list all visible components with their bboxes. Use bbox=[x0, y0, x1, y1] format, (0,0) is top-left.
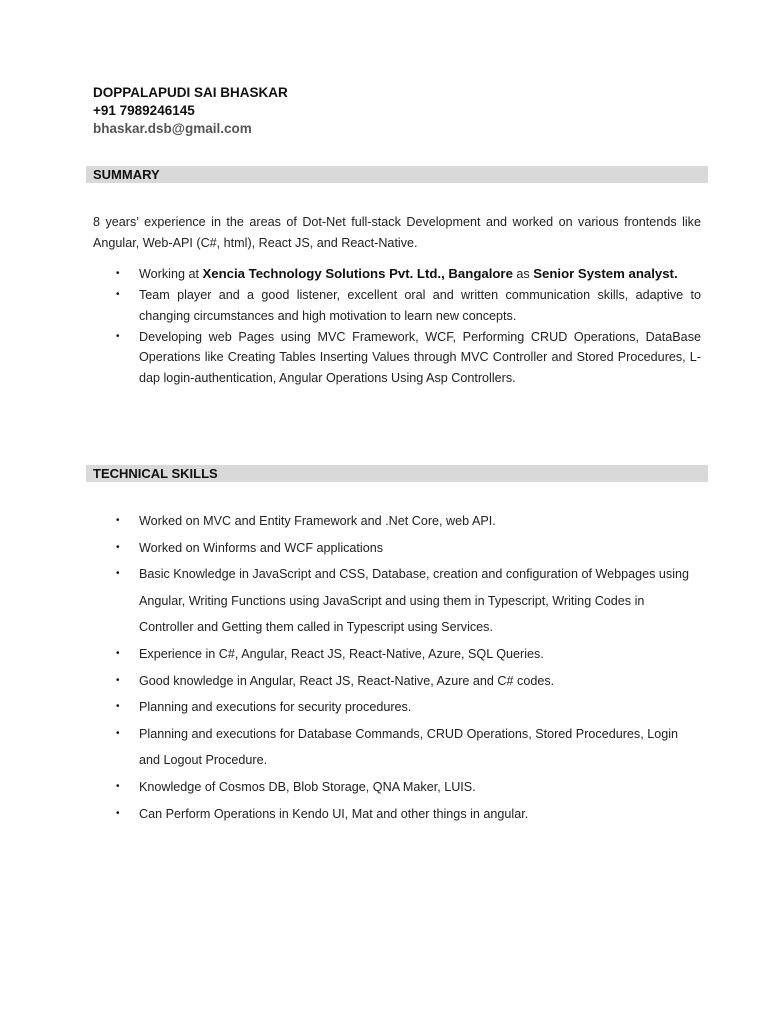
summary-item bbox=[93, 285, 701, 326]
skill-item bbox=[93, 561, 701, 641]
technical-skills-list bbox=[93, 508, 701, 827]
skill-item-text: Planning and executions for Database Commands, CRUD Operations, Stored Procedures, Login and Logout Procedure. bbox=[139, 726, 679, 768]
job-title: Senior System analyst. bbox=[533, 266, 678, 281]
summary-section-header bbox=[86, 166, 708, 183]
skill-item bbox=[93, 668, 701, 695]
bullet-icon: • bbox=[116, 780, 120, 792]
summary-paragraph: 8 years’ experience in the areas of Dot-Net full-stack Development and worked on various frontends like Angular, Web-API (C#, html), React JS, and React-Native. bbox=[93, 215, 701, 250]
summary-item bbox=[93, 327, 701, 389]
bullet-icon: • bbox=[116, 268, 120, 279]
skill-item bbox=[93, 801, 701, 828]
summary-list bbox=[93, 264, 701, 389]
employment-middle: as bbox=[512, 267, 534, 281]
phone-number: +91 7989246145 bbox=[93, 103, 195, 118]
skill-item bbox=[93, 641, 701, 668]
summary-item-text: Developing web Pages using MVC Framework, WCF, Performing CRUD Operations, DataBase Operations like Creating Tables Inserting Values through MVC Controller and Stored Procedures, L-dap login-authentication, Angular Operations Using Asp Controllers. bbox=[139, 329, 701, 385]
skill-item bbox=[93, 774, 701, 801]
contact-header bbox=[93, 84, 288, 138]
technical-skills-heading: TECHNICAL SKILLS bbox=[93, 466, 218, 481]
summary-item-employment bbox=[93, 264, 701, 285]
company-name: Xencia Technology Solutions Pvt. Ltd., Bangalore bbox=[202, 266, 513, 281]
skill-item-text: Worked on MVC and Entity Framework and .Net Core, web API. bbox=[139, 514, 496, 528]
skill-item bbox=[93, 508, 701, 535]
candidate-name: DOPPALAPUDI SAI BHASKAR bbox=[93, 85, 288, 100]
skill-item-text: Can Perform Operations in Kendo UI, Mat and other things in angular. bbox=[139, 806, 529, 821]
bullet-icon: • bbox=[116, 330, 120, 342]
employment-prefix: Working at bbox=[139, 267, 203, 281]
bullet-icon: • bbox=[116, 568, 120, 580]
summary-item-text: Team player and a good listener, excellent oral and written communication skills, adaptive to changing circumstances and high motivation to learn new concepts. bbox=[139, 288, 701, 323]
bullet-icon: • bbox=[116, 807, 120, 819]
bullet-icon: • bbox=[116, 647, 120, 659]
bullet-icon: • bbox=[116, 515, 120, 526]
technical-skills-section-header bbox=[86, 465, 708, 482]
skill-item-text: Planning and executions for security procedures. bbox=[139, 700, 412, 715]
bullet-icon: • bbox=[116, 289, 120, 300]
skill-item bbox=[93, 721, 701, 774]
bullet-icon: • bbox=[116, 727, 120, 739]
skill-item-text: Worked on Winforms and WCF applications bbox=[139, 540, 384, 555]
skill-item-text: Good knowledge in Angular, React JS, React-Native, Azure and C# codes. bbox=[139, 673, 555, 688]
email-address: bhaskar.dsb@gmail.com bbox=[93, 121, 252, 136]
bullet-icon: • bbox=[116, 541, 120, 553]
skill-item bbox=[93, 535, 701, 562]
skill-item bbox=[93, 694, 701, 721]
summary-heading: SUMMARY bbox=[93, 167, 160, 182]
skill-item-text: Knowledge of Cosmos DB, Blob Storage, QNA Maker, LUIS. bbox=[139, 779, 476, 794]
bullet-icon: • bbox=[116, 674, 120, 686]
skill-item-text: Experience in C#, Angular, React JS, React-Native, Azure, SQL Queries. bbox=[139, 646, 544, 661]
bullet-icon: • bbox=[116, 701, 120, 713]
skill-item-text: Basic Knowledge in JavaScript and CSS, Database, creation and configuration of Webpages using Angular, Writing Functions using JavaScript and using them in Typescript, Writing Codes in Controller and Getting them called in Typescript using Services. bbox=[139, 567, 690, 635]
